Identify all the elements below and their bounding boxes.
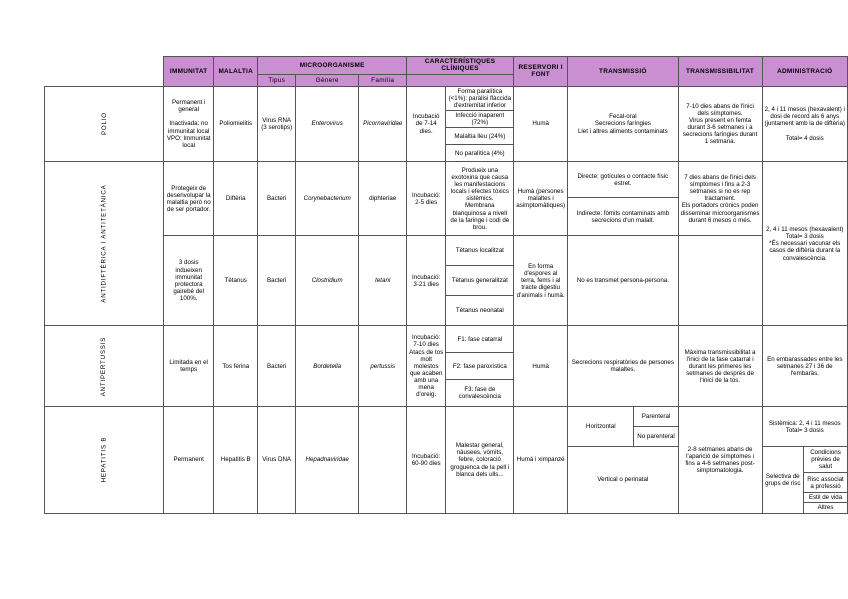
tetanus-immunitat: 3 dosis indueixen immunitat protectora gairebé del 100%. [164,236,214,326]
header-caracteristiques: CARACTERÍSTIQUES CLÍNIQUES [406,57,513,75]
pertussis-incubacio: Incubació: 7-10 dies Atacs de tos molt molestos que acaben amb una mena d'oreig. [406,326,445,407]
difteria-reservori: Humà (persones malaltes i asimptomàtiques) [514,162,568,236]
hepatitis-selectiva: Selectiva de grups de risc [762,447,804,513]
difteria-transmissibilitat: 7 dies abans de l'inici dels símptomes i fins a 2-3 setmanes si no es rep tractament. Els portadors crònics poden disseminar microorganismes durant 6 mesos o més. [678,162,762,236]
pertussis-transmissibilitat: Màxima transmissibilitat a l'inici de la fase catarral i durant les primeres les setmanes de després de l'inici de la tos. [678,326,762,407]
tetanus-familia: tetani [359,236,407,326]
polio-genere: Enterovirus [295,86,359,162]
pertussis-administracio: En embarassades entre les setmanes 27 i 36 de l'embaràs. [762,326,847,407]
header-familia: Família [359,74,407,86]
header-transmissio: TRANSMISSIÓ [568,57,678,87]
header-administracio: ADMINISTRACIÓ [762,57,847,87]
pertussis-tipus: Bacteri [258,326,295,407]
pertussis-clin [446,326,514,407]
difteria-malaltia: Diftèria [214,162,258,236]
header-blank [45,57,164,87]
hepatitis-risc-1: Condicions prèvies de salut [804,447,848,473]
hepatitis-risc-4: Altres [804,503,848,513]
pertussis-transmissio: Secrecions respiratòries de persones malaltes. [568,326,678,407]
polio-familia: Picornaviridae [359,86,407,162]
pertussis-genere: Bordetella [295,326,359,407]
tetanus-transmissibilitat [678,236,762,326]
polio-administracio: 2, 4 i 11 mesos (hexavalent) i dosi de record als 6 anys (juntament amb la de diftèria) Total= 4 dosis [762,86,847,162]
polio-clin-1: Forma paralítica (<1%): paràlisi flàccida d'extremitat inferior [446,86,514,110]
hepatitis-no-parenteral: No parenteral [634,427,678,447]
polio-reservori: Humà [514,86,568,162]
pertussis-reservori: Humà [514,326,568,407]
polio-clin-4: No paralítica (4%) [446,145,514,162]
tetanus-reservori: En forma d'espores al terra, fems i al tracte digestiu d'animals i humà. [514,236,568,326]
group-hepatitis: HEPATITIS B [45,407,164,513]
hepatitis-horitzontal: Horitzontal [568,407,634,447]
pertussis-clin-1: F1: fase catarral [446,326,513,353]
pertussis-clin-2: F2: fase paroxística [446,353,513,380]
hepatitis-immunitat: Permanent [164,407,214,513]
tetanus-incubacio: Incubació: 3-21 dies [406,236,445,326]
difteria-tipus: Bacteri [258,162,295,236]
header-genere: Gènere [295,74,359,86]
difteria-immunitat: Protegeix de desenvolupar la malaltia però no de ser portador. [164,162,214,236]
polio-tipus: Virus RNA (3 serotips) [258,86,295,162]
antidift-administracio: 2, 4 i 11 mesos (hexavalent) Total= 3 dosis *És necessari vacunar els casos de diftèria durant la convalescència. [762,162,847,326]
hepatitis-parenteral: Parenteral [634,407,678,427]
hepatitis-genere: Hepadnaviridae [295,407,359,513]
hepatitis-incubacio: Incubació: 60-90 dies [406,407,445,513]
pertussis-familia: pertussis [359,326,407,407]
vaccine-table [44,56,848,514]
tetanus-clin-1: Tètanus localitzat [446,236,513,266]
hepatitis-reservori: Humà i ximpanzé [514,407,568,513]
group-antidifterica: ANTIDIFTÈRICA I ANTITETÀNICA [45,162,164,326]
header-microorganisme: MICROORGANISME [258,57,407,75]
tetanus-genere: Clostridium [295,236,359,326]
polio-incubacio: Incubació de 7-14 dies. [406,86,445,162]
polio-clin-2: Infecció inaparent (72%) [446,111,514,128]
header-malaltia: MALALTIA [214,57,258,87]
hepatitis-risc-3: Estil de vida [804,493,848,503]
header-caracteristiques-sub [406,74,513,86]
tetanus-transmissio: No es transmet persona-persona. [568,236,678,326]
tetanus-clin [446,236,514,326]
group-antipertussis: ANTIPERTUSSIS [45,326,164,407]
difteria-familia: diphteriae [359,162,407,236]
hepatitis-admin-sistemica: Sistèmica: 2, 4 i 11 mesos Total= 3 dosis [762,407,847,447]
hepatitis-risc-2: Risc associat a professió [804,473,848,493]
hepatitis-familia [359,407,407,513]
difteria-incubacio: Incubació: 2-5 dies [406,162,445,236]
tetanus-clin-2: Tètanus generalitzat [446,266,513,296]
header-tipus: Tipus [258,74,295,86]
polio-malaltia: Poliomielitis [214,86,258,162]
difteria-transmissio-indirecte: Indirecte: fòmits contaminats amb secrecions d'un malalt. [568,198,678,236]
polio-transmissio: Fecal-oral Secrecions faríngies Llet i altres aliments contaminats [568,86,678,162]
tetanus-malaltia: Tètanus [214,236,258,326]
polio-clin-3: Malaltia lleu (24%) [446,128,514,145]
polio-transmissibilitat: 7-10 dies abans de l'inici dels símptomes. Virus present en femta durant 3-6 setmanes i a secrecions faríngies durant 1 setmana. [678,86,762,162]
polio-immunitat: Permanent i general Inactivada: no immunitat local VPO: Immunitat local [164,86,214,162]
difteria-clin: Produeix una exotoxina que causa les manifestacions locals i efectes tòxics sistèmics. Membrana blanquinosa a nivell de la faringe i codi de brou. [446,162,514,236]
hepatitis-malaltia: Hepatitis B [214,407,258,513]
header-reservori: RESERVORI I FONT [514,57,568,87]
hepatitis-vertical: Vertical o perinatal [568,447,678,513]
pertussis-clin-3: F3: fase de convalescència [458,386,501,401]
pertussis-immunitat: Limitada en el temps [164,326,214,407]
header-transmissibilitat: TRANSMISSIBILITAT [678,57,762,87]
tetanus-tipus: Bacteri [258,236,295,326]
group-polio: POLIO [45,86,164,162]
hepatitis-clin: Malestar general, nàusees, vòmits, febre, coloració groguenca de la pell i blanca dels ulls... [446,407,514,513]
pertussis-malaltia: Tos ferina [214,326,258,407]
hepatitis-transmissibilitat: 2-8 setmanes abans de l'aparició de símptomes i fins a 4-6 setmanes post-simptomatologia. [678,407,762,513]
difteria-transmissio-directe: Directe: gotícules o contacte físic estret. [568,162,678,198]
tetanus-clin-3: Tètanus neonatal [455,307,504,315]
difteria-genere: Corynebacterium [295,162,359,236]
vaccine-table-sheet [44,56,848,514]
hepatitis-tipus: Virus DNA [258,407,295,513]
header-immunitat: IMMUNITAT [164,57,214,87]
